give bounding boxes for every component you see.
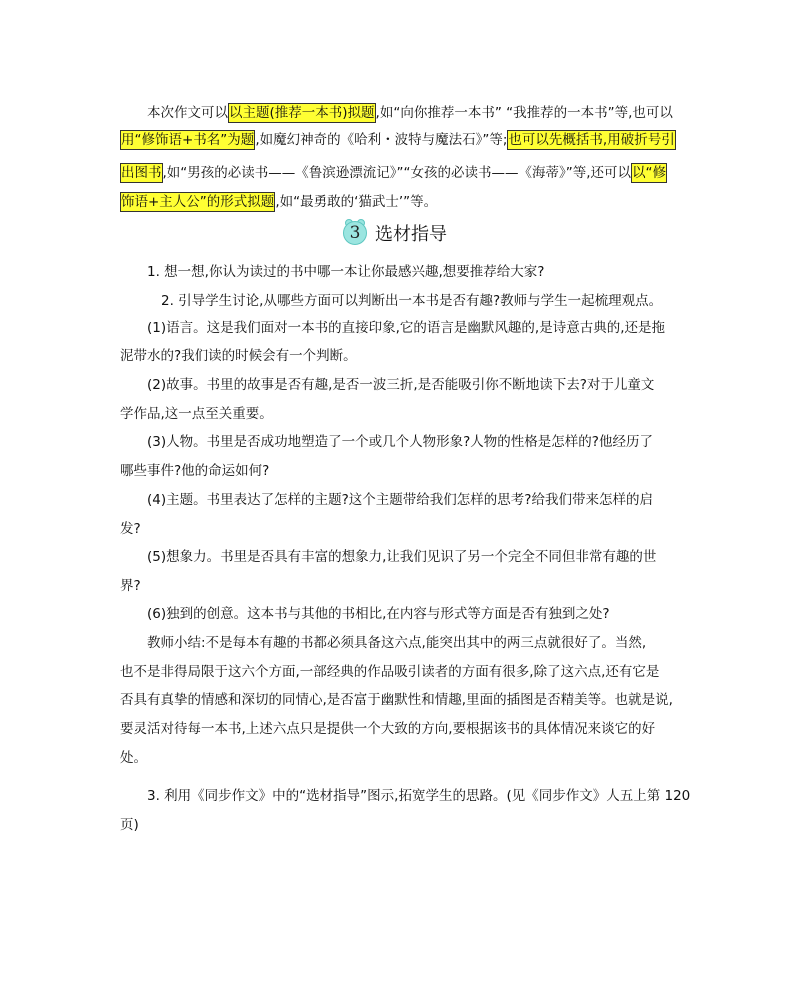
item-5-line-1: (5)想象力。书里是否具有丰富的想象力,让我们见识了另一个完全不同但非常有趣的世 [147,549,657,565]
paragraph-3-line-1: 3. 利用《同步作文》中的“选材指导”图示,拓宽学生的思路。(见《同步作文》人五上第 120 [147,788,691,804]
section-number-badge [343,221,367,245]
item-3-line-1: (3)人物。书里是否成功地塑造了一个或几个人物形象?人物的性格是怎样的?他经历了 [147,434,653,450]
item-4-line-1: (4)主题。书里表达了怎样的主题?这个主题带给我们怎样的思考?给我们带来怎样的启 [147,492,653,508]
item-2-line-2: 学作品,这一点至关重要。 [120,406,273,422]
item-6: (6)独到的创意。这本书与其他的书相比,在内容与形式等方面是否有独到之处? [147,606,610,622]
highlighted-phrase: 用“修饰语+书名”为题 [121,132,255,148]
intro-text: 本次作文可以 [147,105,228,121]
highlighted-phrase: 饰语+主人公”的形式拟题 [121,194,275,210]
item-1-line-1: (1)语言。这是我们面对一本书的直接印象,它的语言是幽默风趣的,是诗意古典的,还是拖 [147,320,665,336]
item-1-line-2: 泥带水的?我们读的时候会有一个判断。 [120,348,357,364]
intro-line-1 [147,103,673,123]
highlighted-phrase: 以主题(推荐一本书)拟题 [229,105,375,121]
summary-line-4: 要灵活对待每一本书,上述六点只是提供一个大致的方向,要根据该书的具体情况来谈它的好 [120,721,656,737]
section-title: 选材指导 [375,224,447,245]
summary-line-1: 教师小结:不是每本有趣的书都必须具备这六点,能突出其中的两三点就很好了。当然, [147,635,647,651]
section-number: 3 [349,223,361,243]
paragraph-2: 2. 引导学生讨论,从哪些方面可以判断出一本书是否有趣?教师与学生一起梳理观点。 [161,293,663,309]
intro-line-2 [120,130,676,150]
summary-line-3: 否具有真挚的情感和深切的同情心,是否富于幽默性和情趣,里面的插图是否精美等。也就是说, [120,692,673,708]
highlighted-phrase: 也可以先概括书,用破折号引 [508,132,675,148]
summary-line-5: 处。 [120,750,147,766]
section-heading [343,219,447,247]
item-2-line-1: (2)故事。书里的故事是否有趣,是否一波三折,是否能吸引你不断地读下去?对于儿童文 [147,377,655,393]
highlighted-phrase: 以“修 [632,165,667,181]
intro-line-3 [120,163,667,183]
item-5-line-2: 界? [120,578,141,594]
item-3-line-2: 哪些事件?他的命运如何? [120,463,270,479]
intro-text: ,如魔幻神奇的《哈利・波特与魔法石》”等; [255,132,508,148]
item-4-line-2: 发? [120,521,141,537]
intro-text: ,如“向你推荐一本书” “我推荐的一本书”等,也可以 [375,105,673,121]
summary-line-2: 也不是非得局限于这六个方面,一部经典的作品吸引读者的方面有很多,除了这六点,还有它是 [120,664,660,680]
intro-text: ,如“男孩的必读书——《鲁滨逊漂流记》”“女孩的必读书——《海蒂》”等,还可以 [162,165,632,181]
intro-text: ,如“最勇敢的‘猫武士’”等。 [275,194,438,210]
highlighted-phrase: 出图书 [121,165,162,181]
intro-line-4 [120,192,437,212]
paragraph-1: 1. 想一想,你认为读过的书中哪一本让你最感兴趣,想要推荐给大家? [147,264,545,280]
paragraph-3-line-2: 页) [120,817,139,833]
